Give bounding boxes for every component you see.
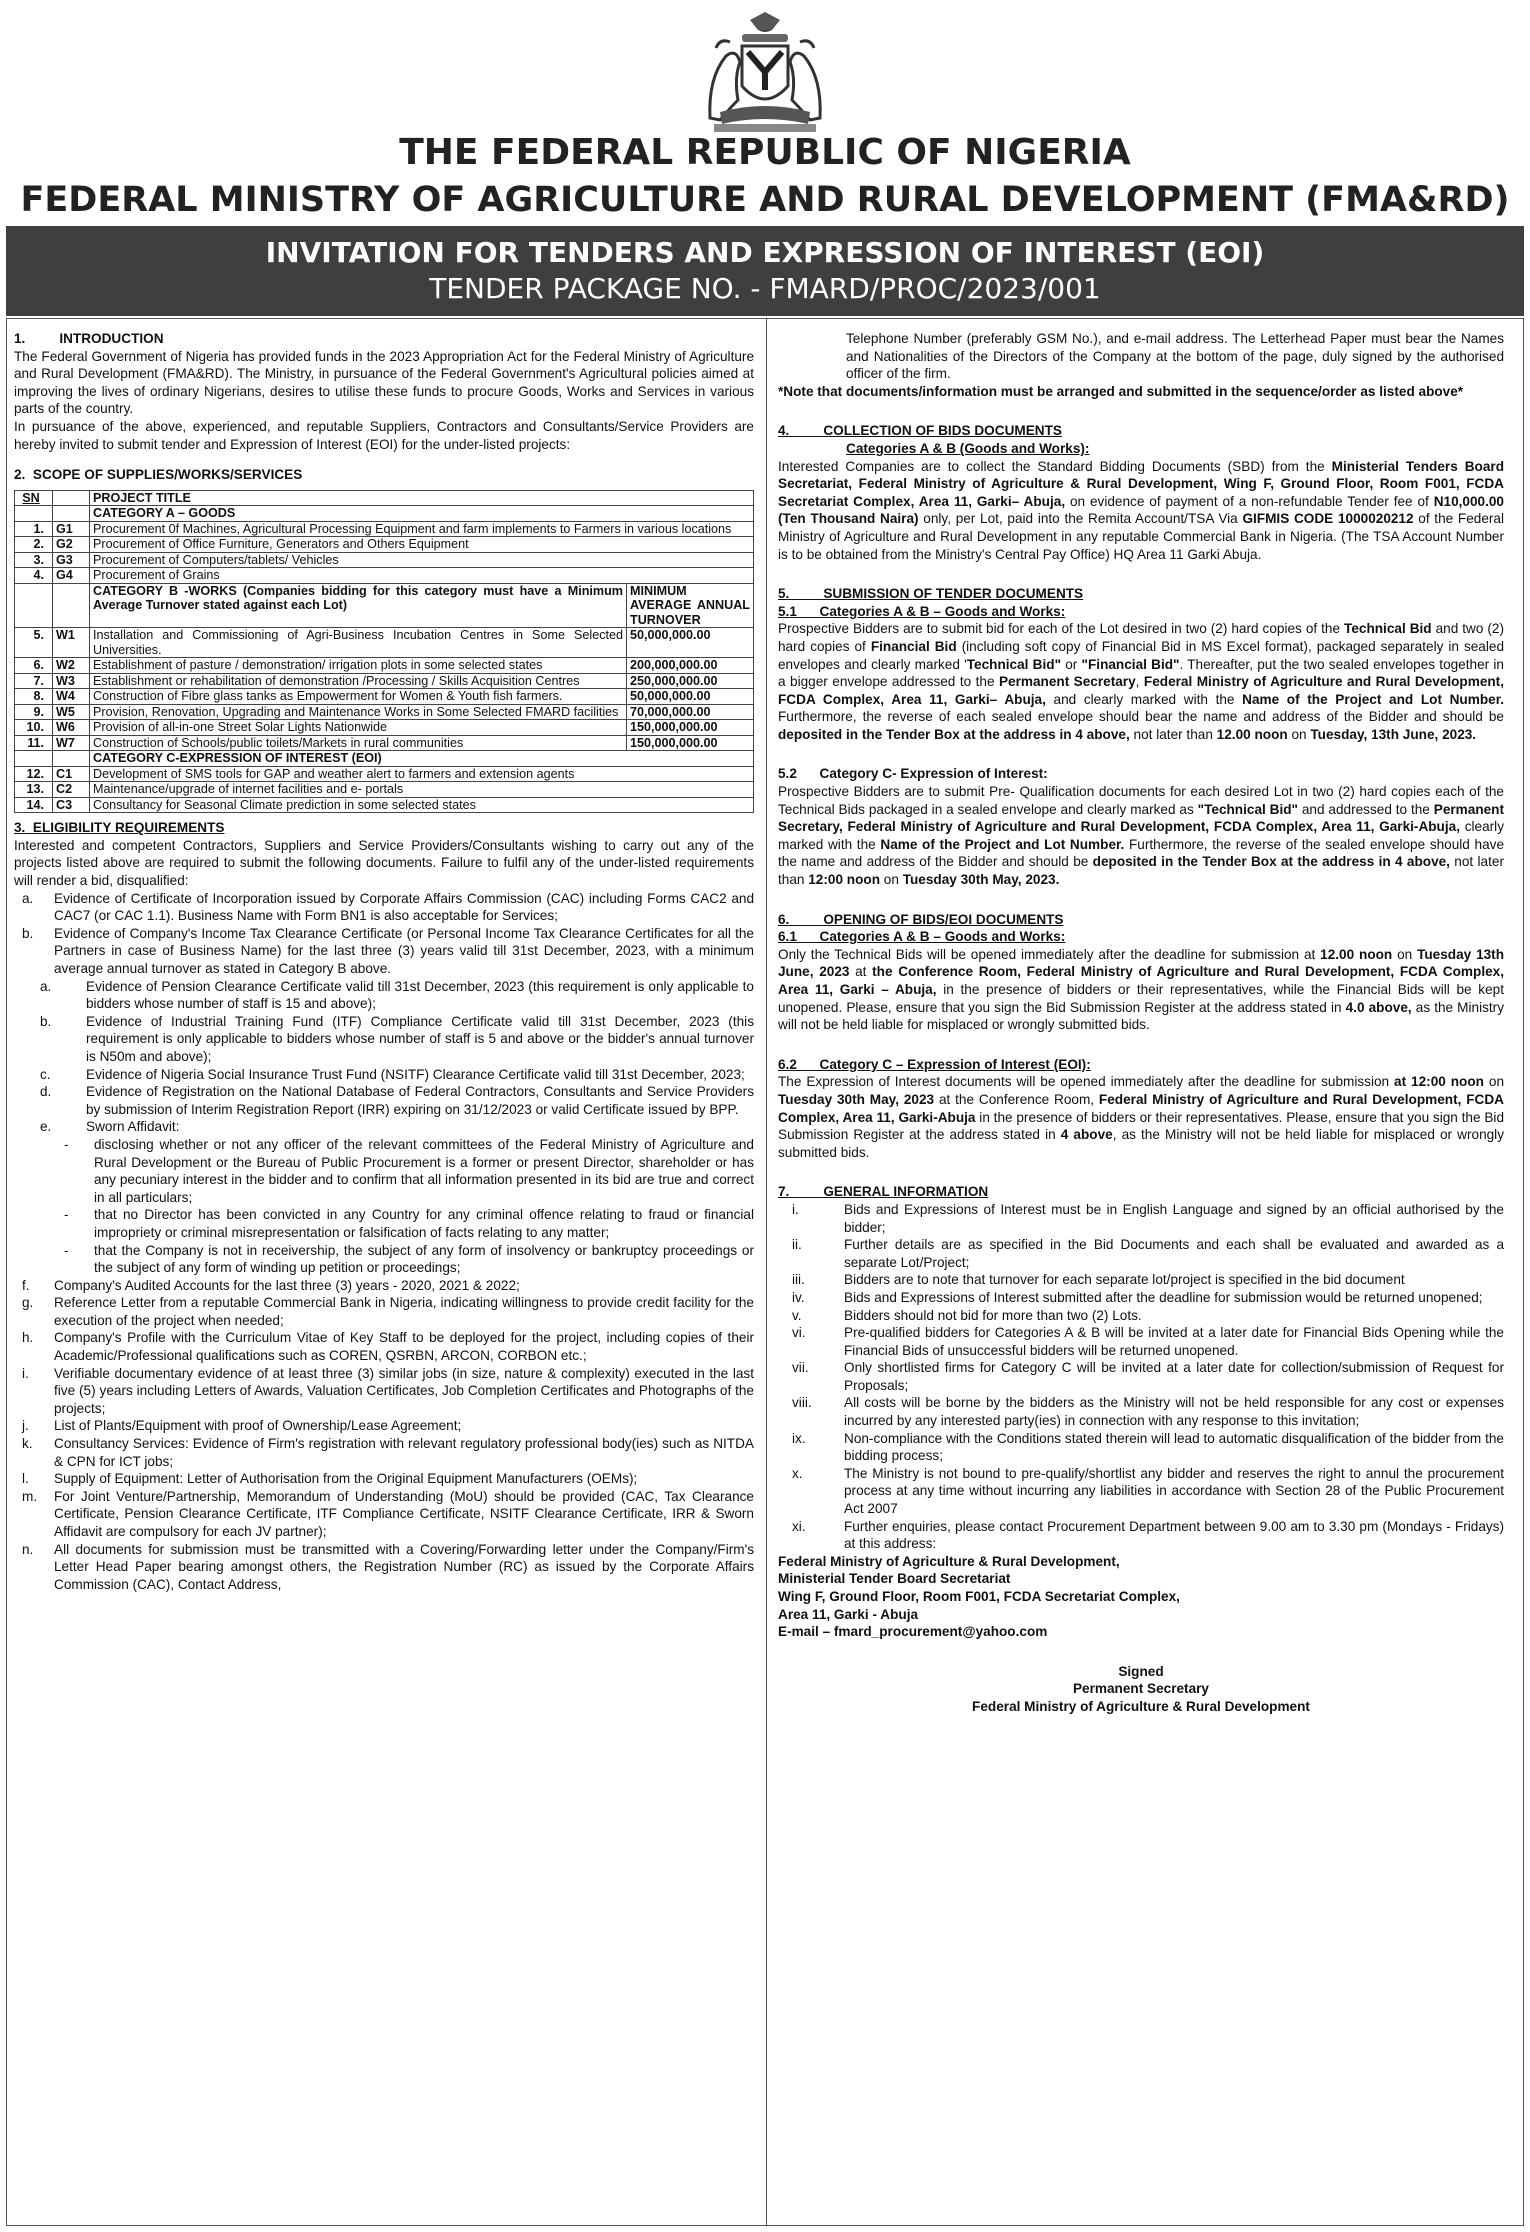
row-number: 2. bbox=[15, 537, 53, 553]
row-number: 3. bbox=[15, 552, 53, 568]
lot-code: W5 bbox=[53, 704, 90, 720]
lot-code: G3 bbox=[53, 552, 90, 568]
list-marker: v. bbox=[792, 1307, 802, 1323]
table-row bbox=[15, 673, 754, 689]
title-banner bbox=[6, 226, 1524, 316]
list-marker: iv. bbox=[792, 1289, 805, 1305]
list-item bbox=[778, 1359, 1504, 1394]
address-line-2: Ministerial Tender Board Secretariat bbox=[778, 1571, 1011, 1587]
table-row bbox=[15, 658, 754, 674]
eligibility-list-b bbox=[14, 978, 754, 1136]
list-text: Pre-qualified bidders for Categories A & B will be invited at a later date for Financial Bids Opening while the Financial Bids of unsuccessful bidders will be returned unopened. bbox=[844, 1325, 1504, 1358]
list-item bbox=[14, 1470, 754, 1488]
list-marker: i. bbox=[792, 1201, 799, 1217]
category-c-row bbox=[15, 751, 754, 767]
list-marker: a. bbox=[40, 978, 52, 994]
signature-ministry: Federal Ministry of Agriculture & Rural Development bbox=[972, 1698, 1310, 1714]
list-marker: xi. bbox=[792, 1518, 806, 1534]
list-item bbox=[14, 925, 754, 978]
list-text: Bidders should not bid for more than two (2) Lots. bbox=[844, 1307, 1142, 1323]
table-row bbox=[15, 735, 754, 751]
table-row bbox=[15, 704, 754, 720]
list-marker: c. bbox=[40, 1066, 51, 1082]
list-item bbox=[14, 1206, 754, 1241]
list-text: Further enquiries, please contact Procurement Department between 9.00 am to 3.30 pm (Mondays - Fridays) at this address: bbox=[844, 1518, 1504, 1552]
project-title: Establishment of pasture / demonstration/ irrigation plots in some selected states bbox=[90, 658, 627, 674]
list-marker: i. bbox=[22, 1365, 29, 1381]
table-row bbox=[15, 628, 754, 658]
list-marker: m. bbox=[22, 1488, 38, 1504]
list-text: Company's Audited Accounts for the last three (3) years - 2020, 2021 & 2022; bbox=[54, 1277, 520, 1293]
list-text: Evidence of Nigeria Social Insurance Trust Fund (NSITF) Clearance Certificate valid till 31st December, 2023; bbox=[86, 1066, 745, 1082]
list-item bbox=[14, 1118, 754, 1136]
country-title: THE FEDERAL REPUBLIC OF NIGERIA bbox=[399, 132, 1131, 173]
address-line-3: Wing F, Ground Floor, Room F001, FCDA Secretariat Complex, bbox=[778, 1589, 1180, 1604]
section-4-subheading: Categories A & B (Goods and Works): bbox=[846, 440, 1090, 456]
eligibility-continuation: Telephone Number (preferably GSM No.), and e-mail address. The Letterhead Paper must bear the Names and Nationalities of the Directors of the Company at the bottom of the page, duly signed by the authorised officer of the firm. bbox=[846, 331, 1504, 382]
project-title: Procurement of Grains bbox=[90, 568, 754, 584]
list-text: Evidence of Registration on the National Database of Federal Contractors, Consultants and Service Providers by submission of Interim Registration Report (IRR) expiring on 31/12/2023 or valid Certificate issued by BPP. bbox=[86, 1084, 754, 1117]
table-row bbox=[15, 568, 754, 584]
column-header-sn: SN bbox=[22, 490, 40, 505]
list-item bbox=[778, 1236, 1504, 1271]
row-number: 1. bbox=[15, 521, 53, 537]
project-title: Provision, Renovation, Upgrading and Maintenance Works in Some Selected FMARD facilities bbox=[90, 704, 627, 720]
row-number: 5. bbox=[15, 628, 53, 658]
lot-code: C3 bbox=[53, 797, 90, 813]
list-text: Consultancy Services: Evidence of Firm's registration with relevant regulatory professional body(ies) such as NITDA & CPN for ICT jobs; bbox=[54, 1436, 754, 1469]
list-text: Bids and Expressions of Interest must be in English Language and signed by an official authorised by the bidder; bbox=[844, 1201, 1504, 1235]
lot-code: W3 bbox=[53, 673, 90, 689]
eligibility-list-c bbox=[14, 1277, 754, 1594]
minimum-turnover: 150,000,000.00 bbox=[627, 735, 754, 751]
row-number: 4. bbox=[15, 568, 53, 584]
list-text: Evidence of Pension Clearance Certificate valid till 31st December, 2023 (this requirement is only applicable to bidders whose number of staff is 15 and above); bbox=[86, 978, 754, 1012]
list-item bbox=[778, 1465, 1504, 1518]
section-5-1-heading: 5.1 Categories A & B – Goods and Works: bbox=[778, 603, 1066, 619]
list-item bbox=[778, 1394, 1504, 1429]
project-title: Provision of all-in-one Street Solar Lights Nationwide bbox=[90, 720, 627, 736]
list-item bbox=[14, 1541, 754, 1594]
project-title: Development of SMS tools for GAP and weather alert to farmers and extension agents bbox=[90, 766, 754, 782]
list-marker: - bbox=[64, 1242, 69, 1258]
list-item bbox=[14, 1365, 754, 1418]
list-marker: l. bbox=[22, 1471, 29, 1487]
section-4-heading: 4. COLLECTION OF BIDS DOCUMENTS bbox=[778, 423, 1062, 439]
minimum-turnover: 250,000,000.00 bbox=[627, 673, 754, 689]
project-title: Construction of Schools/public toilets/Markets in rural communities bbox=[90, 735, 627, 751]
column-divider bbox=[766, 318, 767, 2226]
list-text: Evidence of Industrial Training Fund (ITF) Compliance Certificate valid till 31st December, 2023 (this requirement is only applicable to bidders whose number of staff is 5 and above or the bidder's annual turnover is N50m and above); bbox=[86, 1013, 754, 1064]
table-row bbox=[15, 720, 754, 736]
list-text: All documents for submission must be transmitted with a Covering/Forwarding letter under the Company/Firm's Letter Head Paper bearing amongst others, the Registration Number (RC) as issued by the Corporate Affairs Commission (CAC), Contact Address, bbox=[54, 1541, 754, 1592]
list-text: Bidders are to note that turnover for each separate lot/project is specified in the bid document bbox=[844, 1272, 1405, 1288]
signature-signed: Signed bbox=[1118, 1663, 1164, 1679]
left-column bbox=[14, 330, 754, 1593]
category-b-label: CATEGORY B -WORKS (Companies bidding for this category must have a Minimum Average Turnover stated against each Lot) bbox=[90, 583, 627, 628]
minimum-turnover: 50,000,000.00 bbox=[627, 689, 754, 705]
list-item bbox=[14, 890, 754, 925]
column-header-project-title: PROJECT TITLE bbox=[90, 490, 754, 506]
category-a-row bbox=[15, 506, 754, 522]
list-marker: n. bbox=[22, 1541, 34, 1557]
list-marker: - bbox=[64, 1207, 69, 1223]
table-row bbox=[15, 552, 754, 568]
section-1-heading: 1. INTRODUCTION bbox=[14, 331, 164, 346]
list-text: that no Director has been convicted in any Country for any criminal offence relating to fraud or financial impropriety or criminal misrepresentation or falsification of facts relating to any matter; bbox=[94, 1207, 754, 1240]
list-marker: b. bbox=[22, 925, 34, 941]
list-text: that the Company is not in receivership, the subject of any form of insolvency or bankruptcy proceedings or the subject of any form of winding up petition or proceedings; bbox=[94, 1242, 754, 1276]
category-b-row bbox=[15, 583, 754, 628]
list-item bbox=[778, 1518, 1504, 1553]
project-title: Maintenance/upgrade of internet facilities and e- portals bbox=[90, 782, 754, 798]
lot-code: C2 bbox=[53, 782, 90, 798]
minimum-turnover: 50,000,000.00 bbox=[627, 628, 754, 658]
table-row bbox=[15, 782, 754, 798]
project-title: Procurement of Office Furniture, Generators and Others Equipment bbox=[90, 537, 754, 553]
row-number: 9. bbox=[15, 704, 53, 720]
table-header-row bbox=[15, 490, 754, 506]
project-title: Procurement 0f Machines, Agricultural Processing Equipment and farm implements to Farmers in various locations bbox=[90, 521, 754, 537]
list-text: Verifiable documentary evidence of at least three (3) similar jobs (in size, nature & complexity) executed in the last five (5) years including Letters of Awards, Valuation Certificates, Job Completion Certificates and Photographs of the projects; bbox=[54, 1365, 754, 1416]
row-number: 12. bbox=[15, 766, 53, 782]
arrangement-note: *Note that documents/information must be arranged and submitted in the sequence/order as listed above* bbox=[778, 383, 1464, 399]
section-2-heading: 2. SCOPE OF SUPPLIES/WORKS/SERVICES bbox=[14, 467, 303, 483]
lot-code: W4 bbox=[53, 689, 90, 705]
list-item bbox=[14, 1066, 754, 1084]
list-item bbox=[14, 1329, 754, 1364]
lot-code: G2 bbox=[53, 537, 90, 553]
list-text: Reference Letter from a reputable Commercial Bank in Nigeria, indicating willingness to provide credit facility for the execution of the project when needed; bbox=[54, 1295, 754, 1328]
section-7-heading: 7. GENERAL INFORMATION bbox=[778, 1184, 989, 1200]
list-marker: vi. bbox=[792, 1325, 806, 1341]
list-item bbox=[14, 1083, 754, 1118]
list-item bbox=[778, 1201, 1504, 1236]
lot-code: W6 bbox=[53, 720, 90, 736]
intro-paragraph-2: In pursuance of the above, experienced, and reputable Suppliers, Contractors and Consultants/Service Providers are hereby invited to submit tender and Expression of Interest (EOI) for the under-listed projects: bbox=[14, 418, 754, 452]
list-item bbox=[14, 1294, 754, 1329]
list-item bbox=[14, 978, 754, 1013]
list-text: Supply of Equipment: Letter of Authorisation from the Original Equipment Manufacturers (OEMs); bbox=[54, 1471, 638, 1487]
row-number: 7. bbox=[15, 673, 53, 689]
list-text: The Ministry is not bound to pre-qualify/shortlist any bidder and reserves the right to annul the procurement process at any time without incurring any liabilities in accordance with Section 28 of the Public Procurement Act 2007 bbox=[844, 1465, 1504, 1517]
list-item bbox=[778, 1430, 1504, 1465]
eligibility-list-a bbox=[14, 890, 754, 978]
list-text: Only shortlisted firms for Category C will be invited at a later date for collection/submission of Request for Proposals; bbox=[844, 1360, 1504, 1393]
section-5-heading: 5. SUBMISSION OF TENDER DOCUMENTS bbox=[778, 586, 1084, 602]
category-c-label: CATEGORY C-EXPRESSION OF INTEREST (EOI) bbox=[90, 751, 754, 767]
list-item bbox=[778, 1289, 1504, 1307]
table-row bbox=[15, 521, 754, 537]
general-information-list bbox=[778, 1201, 1504, 1553]
list-text: All costs will be borne by the bidders as the Ministry will not be held responsible for any cost or expenses incurred by any interested party(ies) in connection with any response to this invitation; bbox=[844, 1395, 1504, 1429]
project-title: Procurement of Computers/tablets/ Vehicles bbox=[90, 552, 754, 568]
list-marker: vii. bbox=[792, 1360, 809, 1376]
list-text: Evidence of Company's Income Tax Clearance Certificate (or Personal Income Tax Clearance Certificates for all the Partners in case of Business Name) for the last three (3) years valid till 31st December, 2023, with a minimum average annual turnover as stated in Category B above. bbox=[54, 925, 754, 976]
list-marker: h. bbox=[22, 1330, 34, 1346]
list-item bbox=[14, 1277, 754, 1295]
category-a-label: CATEGORY A – GOODS bbox=[90, 506, 754, 522]
coat-of-arms-icon bbox=[690, 8, 840, 136]
list-text: disclosing whether or not any officer of the relevant committees of the Federal Ministry of Agriculture and Rural Development or the Bureau of Public Procurement is a former or present Director, shareholder or has any pecuniary interest in the bidder and to confirm that all information presented in its bid are true and correct in all particulars; bbox=[94, 1136, 754, 1205]
project-title: Installation and Commissioning of Agri-Business Incubation Centres in Some Selected Universities. bbox=[90, 628, 627, 658]
list-marker: - bbox=[64, 1136, 69, 1152]
address-line-4: Area 11, Garki - Abuja bbox=[778, 1606, 919, 1622]
list-marker: x. bbox=[792, 1465, 803, 1481]
table-row bbox=[15, 689, 754, 705]
list-text: Further details are as specified in the Bid Documents and each shall be evaluated and awarded as a separate Lot/Project; bbox=[844, 1237, 1504, 1270]
list-marker: d. bbox=[40, 1084, 52, 1100]
list-item bbox=[14, 1417, 754, 1435]
lot-code: C1 bbox=[53, 766, 90, 782]
list-text: Sworn Affidavit: bbox=[86, 1119, 180, 1135]
intro-paragraph-1: The Federal Government of Nigeria has provided funds in the 2023 Appropriation Act for the Federal Ministry of Agriculture and Rural Development (FMA&RD). The Ministry, in pursuance of the Federal Government's Agricultural policies aimed at improving the lives of ordinary Nigerians, desires to utilise these funds to procure Goods, Works and Services in various parts of the country. bbox=[14, 348, 754, 417]
minimum-turnover: 200,000,000.00 bbox=[627, 658, 754, 674]
row-number: 8. bbox=[15, 689, 53, 705]
row-number: 13. bbox=[15, 782, 53, 798]
collection-paragraph: Interested Companies are to collect the Standard Bidding Documents (SBD) from the Ministerial Tenders Board Secretariat, Federal Ministry of Agriculture & Rural Development, Wing F, Ground Floor, Room F001, FCDA Secretariat Complex, Area 11, Garki– Abuja, on evidence of payment of a non-refundable Tender fee of N10,000.00 (Ten Thousand Naira) only, per Lot, paid into the Remita Account/TSA Via GIFMIS CODE 1000020212 of the Federal Ministry of Agriculture and Rural Development in any reputable Commercial Bank in Nigeria. (The TSA Account Number is to be obtained from the Ministry's Central Pay Office) HQ Area 11 Garki Abuja. bbox=[778, 458, 1504, 562]
lot-code: W1 bbox=[53, 628, 90, 658]
list-marker: e. bbox=[40, 1119, 52, 1135]
list-marker: ii. bbox=[792, 1237, 802, 1253]
row-number: 6. bbox=[15, 658, 53, 674]
list-item bbox=[778, 1271, 1504, 1289]
table-row bbox=[15, 537, 754, 553]
eligibility-intro: Interested and competent Contractors, Suppliers and Service Providers/Consultants wishing to carry out any of the projects listed above are required to submit the following documents. Failure to fulfil any of the under-listed requirements will render a bid, disqualified: bbox=[14, 837, 754, 889]
address-line-1: Federal Ministry of Agriculture & Rural Development, bbox=[778, 1553, 1120, 1569]
tender-package-number: TENDER PACKAGE NO. - FMARD/PROC/2023/001 bbox=[429, 272, 1101, 305]
list-text: Bids and Expressions of Interest submitted after the deadline for submission would be returned unopened; bbox=[844, 1289, 1483, 1305]
column-header-turnover: MINIMUM AVERAGE ANNUAL TURNOVER bbox=[627, 583, 754, 628]
list-marker: a. bbox=[22, 890, 34, 906]
list-item bbox=[14, 1242, 754, 1277]
list-marker: g. bbox=[22, 1295, 34, 1311]
submission-ab-paragraph: Prospective Bidders are to submit bid for each of the Lot desired in two (2) hard copies of the Technical Bid and two (2) hard copies of Financial Bid (including soft copy of Financial Bid in MS Excel format), packaged separately in sealed envelopes and clearly marked 'Technical Bid" or "Financial Bid". Thereafter, put the two sealed envelopes together in a bigger envelope addressed to the Permanent Secretary, Federal Ministry of Agriculture and Rural Development, FCDA Complex, Area 11, Garki– Abuja, and clearly marked with the Name of the Project and Lot Number. Furthermore, the reverse of each sealed envelope should bear the name and address of the Bidder and should be deposited in the Tender Box at the address in 4 above, not later than 12.00 noon on Tuesday, 13th June, 2023. bbox=[778, 621, 1505, 742]
lot-code: W2 bbox=[53, 658, 90, 674]
project-title: Construction of Fibre glass tanks as Empowerment for Women & Youth fish farmers. bbox=[90, 689, 627, 705]
list-item bbox=[14, 1136, 754, 1206]
right-column bbox=[778, 330, 1504, 1716]
row-number: 11. bbox=[15, 735, 53, 751]
project-title: Consultancy for Seasonal Climate prediction in some selected states bbox=[90, 797, 754, 813]
section-6-1-heading: 6.1 Categories A & B – Goods and Works: bbox=[778, 929, 1066, 945]
table-row bbox=[15, 766, 754, 782]
lot-code: G4 bbox=[53, 568, 90, 584]
list-marker: b. bbox=[40, 1013, 52, 1029]
list-item bbox=[14, 1435, 754, 1470]
list-marker: ix. bbox=[792, 1430, 806, 1446]
project-title: Establishment or rehabilitation of demonstration /Processing / Skills Acquisition Centres bbox=[90, 673, 627, 689]
affidavit-list bbox=[14, 1136, 754, 1277]
list-marker: iii. bbox=[792, 1272, 805, 1288]
submission-c-paragraph: Prospective Bidders are to submit Pre- Qualification documents for each desired Lot in two (2) hard copies each of the Technical Bids packaged in a sealed envelope and clearly marked as "Technical Bid" and addressed to the Permanent Secretary, Federal Ministry of Agriculture and Rural Development, FCDA Complex, Area 11, Garki-Abuja, clearly marked with the Name of the Project and Lot Number. Furthermore, the reverse of the sealed envelope should have the name and address of the Bidder and should be deposited in the Tender Box at the address in 4 above, not later than 12:00 noon on Tuesday 30th May, 2023. bbox=[778, 784, 1505, 888]
minimum-turnover: 150,000,000.00 bbox=[627, 720, 754, 736]
list-text: Evidence of Certificate of Incorporation issued by Corporate Affairs Commission (CAC) including Forms CAC2 and CAC7 (or CAC 1.1). Business Name with Form BN1 is also acceptable for Services; bbox=[54, 890, 754, 924]
minimum-turnover: 70,000,000.00 bbox=[627, 704, 754, 720]
list-text: List of Plants/Equipment with proof of Ownership/Lease Agreement; bbox=[54, 1418, 462, 1434]
table-row bbox=[15, 797, 754, 813]
list-marker: viii. bbox=[792, 1395, 812, 1411]
list-text: Non-compliance with the Conditions stated therein will lead to automatic disqualification of the bidder from the bidding process; bbox=[844, 1430, 1504, 1464]
list-item bbox=[778, 1307, 1504, 1325]
list-text: Company's Profile with the Curriculum Vitae of Key Staff to be deployed for the project, including copies of their Academic/Professional qualifications such as COREN, QSRBN, ARCON, CORBON etc.; bbox=[54, 1330, 754, 1364]
list-item bbox=[14, 1488, 754, 1541]
signature-title: Permanent Secretary bbox=[1072, 1681, 1209, 1697]
section-6-2-heading: 6.2 Category C – Expression of Interest (EOI): bbox=[778, 1056, 1091, 1072]
scope-table bbox=[14, 490, 754, 814]
list-marker: k. bbox=[22, 1436, 33, 1452]
list-marker: j. bbox=[22, 1418, 29, 1434]
opening-c-paragraph: The Expression of Interest documents will be opened immediately after the deadline for submission at 12:00 noon on Tuesday 30th May, 2023 at the Conference Room, Federal Ministry of Agriculture and Rural Development, FCDA Complex, Area 11, Garki-Abuja in the presence of bidders or their representatives. Please, ensure that you sign the Bid Submission Register at the address stated in 4 above, as the Ministry will not be held liable for misplaced or wrongly submitted bids. bbox=[778, 1074, 1505, 1160]
section-6-heading: 6. OPENING OF BIDS/EOI DOCUMENTS bbox=[778, 911, 1064, 927]
contact-email: E-mail – fmard_procurement@yahoo.com bbox=[778, 1624, 1048, 1640]
lot-code: G1 bbox=[53, 521, 90, 537]
row-number: 14. bbox=[15, 797, 53, 813]
section-5-2-heading: 5.2 Category C- Expression of Interest: bbox=[778, 766, 1048, 782]
list-marker: f. bbox=[22, 1277, 30, 1293]
ministry-title: FEDERAL MINISTRY OF AGRICULTURE AND RURAL DEVELOPMENT (FMA&RD) bbox=[20, 180, 1510, 220]
banner-title: INVITATION FOR TENDERS AND EXPRESSION OF INTEREST (EOI) bbox=[265, 236, 1265, 269]
opening-ab-paragraph: Only the Technical Bids will be opened immediately after the deadline for submission at 12.00 noon on Tuesday 13th June, 2023 at the Conference Room, Federal Ministry of Agriculture and Rural Development, FCDA Complex, Area 11, Garki – Abuja, in the presence of bidders or their representatives, while the Financial Bids will be kept unopened. Please, ensure that you sign the Bid Submission Register at the address stated in 4.0 above, as the Ministry will not be held liable for misplaced or wrongly submitted bids. bbox=[778, 946, 1505, 1033]
section-3-heading: 3. ELIGIBILITY REQUIREMENTS bbox=[14, 820, 225, 836]
list-item bbox=[14, 1013, 754, 1066]
lot-code: W7 bbox=[53, 735, 90, 751]
row-number: 10. bbox=[15, 720, 53, 736]
list-text: For Joint Venture/Partnership, Memorandum of Understanding (MoU) should be provided (CAC, Tax Clearance Certificate, Pension Clearance Certificate, ITF Compliance Certificate, NSITF Clearance Certificate, IRR & Sworn Affidavit are compulsory for each JV partner); bbox=[54, 1488, 754, 1539]
list-item bbox=[778, 1324, 1504, 1359]
